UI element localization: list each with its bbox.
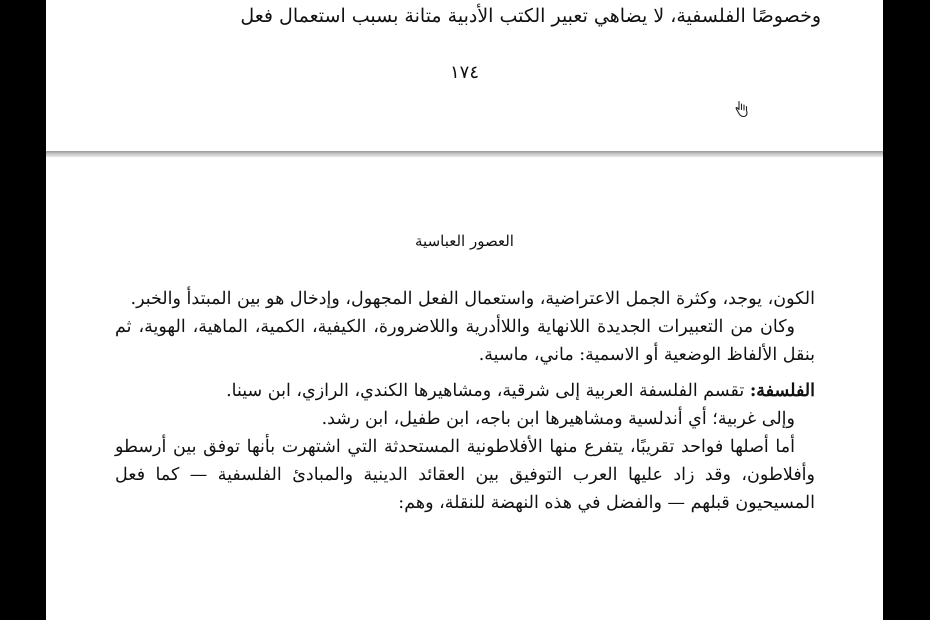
page-number: ١٧٤ <box>449 62 479 83</box>
previous-page-last-line: وخصوصًا الفلسفية، لا يضاهي تعبير الكتب الأدبية متانة بسبب استعمال فعل <box>240 5 821 27</box>
paragraph-5: أما أصلها فواحد تقريبًا، يتفرع منها الأفلاطونية المستحدثة التي اشتهرت بأنها توفق بين أرسطو وأفلاطون، وقد زاد عليها العرب التوفيق بين العقائد الدينية والمبادئ الفلسفية — كما فعل المسيحيون قبلهم — والفضل في هذه النهضة للنقلة، وهم: <box>115 437 815 513</box>
paragraph-2: وكان من التعبيرات الجديدة اللانهاية واللاأدرية واللاضرورة، الكيفية، الكمية، الماهية، الهوية، ثم بنقل الألفاظ الوضعية أو الاسمية: ماني، ماسية. <box>115 317 815 365</box>
current-page <box>46 157 883 620</box>
paragraph-3 <box>115 377 815 405</box>
section-term: الفلسفة: <box>749 381 815 401</box>
hand-cursor-icon <box>734 100 750 118</box>
paragraph-4: وإلى غربية؛ أي أندلسية ومشاهيرها ابن باجه، ابن طفيل، ابن رشد. <box>321 409 795 429</box>
previous-page <box>46 0 883 152</box>
paragraph-1: الكون، يوجد، وكثرة الجمل الاعتراضية، واستعمال الفعل المجهول، وإدخال هو بين المبتدأ والخبر. <box>130 289 815 309</box>
paragraph-3-text: تقسم الفلسفة العربية إلى شرقية، ومشاهيرها الكندي، الرازي، ابن سينا. <box>226 381 745 401</box>
running-head: العصور العباسية <box>415 232 514 250</box>
body-text <box>115 285 815 517</box>
